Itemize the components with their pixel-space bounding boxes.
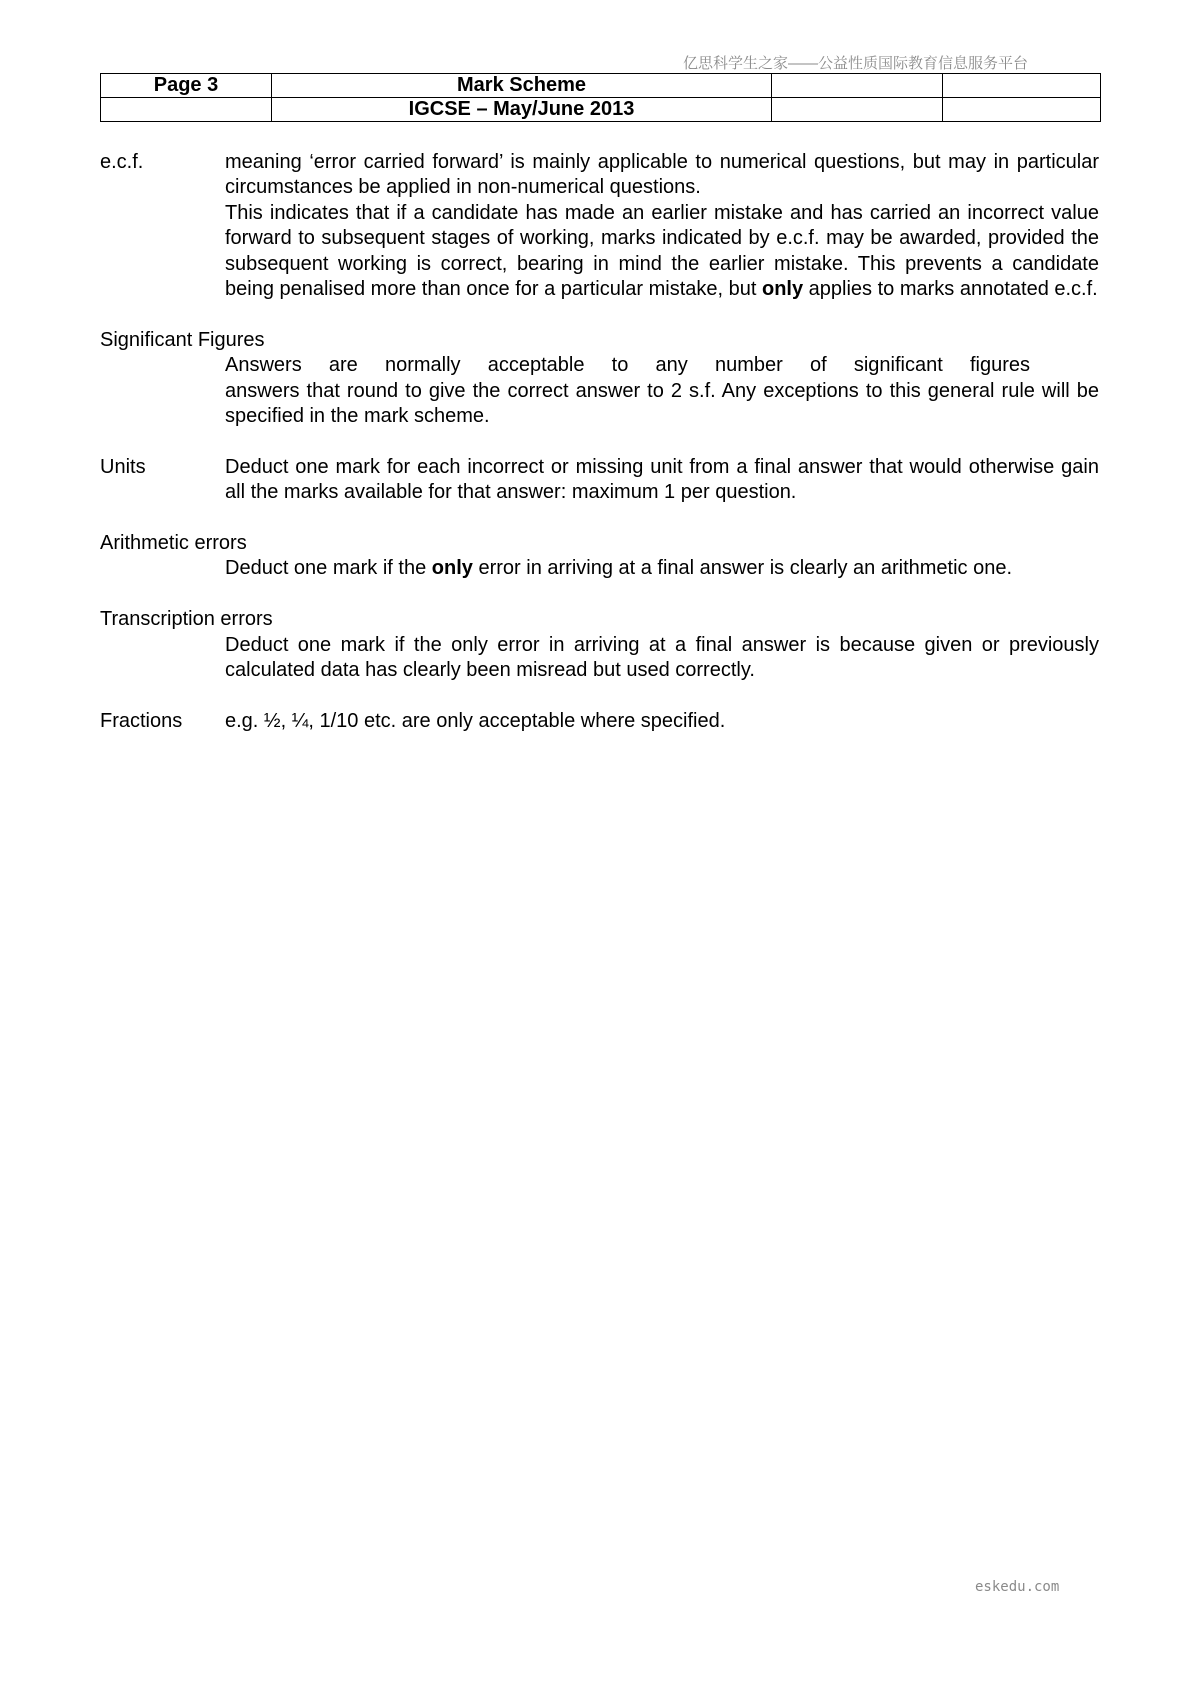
watermark-bottom: eskedu.com	[975, 1579, 1060, 1595]
ecf-text: This indicates that if a candidate has made an earlier mistake and has carried an incorrect value forward to subsequent stages of working, marks indicated by e.c.f. may be awarded, provided the subsequent working is correct, bearing in mind the earlier mistake. This prevents a candidate being penalised more than once for a particular mistake, but	[225, 201, 1099, 301]
ecf-paragraph-1: meaning ‘error carried forward’ is mainly applicable to numerical questions, but may in particular circumstances be applied in non-numerical questions.	[225, 151, 1099, 199]
arithmetic-text: error in arriving at a final answer is clearly an arithmetic one.	[472, 557, 1013, 580]
fractions-section	[100, 709, 1099, 734]
units-section	[100, 455, 1099, 506]
watermark-top: 亿思科学生之家——公益性质国际教育信息服务平台	[683, 55, 1029, 72]
ecf-section	[100, 150, 1099, 302]
ecf-description	[225, 150, 1099, 302]
header-cell-empty	[772, 98, 943, 122]
transcription-description: Deduct one mark if the only error in arriving at a final answer is because given or previously calculated data has clearly been misread but used correctly.	[225, 633, 1099, 682]
sig-figs-heading: Significant Figures	[100, 328, 265, 351]
header-cell-empty	[772, 74, 943, 98]
page-number: Page 3	[101, 74, 272, 98]
header-row-2	[101, 98, 1101, 122]
mark-scheme-notes	[100, 150, 1099, 734]
units-description: Deduct one mark for each incorrect or missing unit from a final answer that would otherwise gain all the marks available for that answer: maximum 1 per question.	[225, 455, 1099, 504]
sig-figs-section	[100, 328, 1099, 430]
sig-figs-line-2: answers that round to give the correct answer to 2 s.f. Any exceptions to this general rule will be specified in the mark scheme.	[225, 379, 1099, 428]
units-term: Units	[100, 455, 146, 478]
sig-figs-line-1: Answers are normally acceptable to any number of significant figures	[225, 354, 1030, 377]
ecf-emphasis: only	[761, 278, 804, 301]
arithmetic-heading: Arithmetic errors	[100, 532, 247, 555]
arithmetic-emphasis: only	[431, 557, 473, 580]
arithmetic-text: Deduct one mark if the	[225, 557, 432, 580]
header-cell-empty	[943, 74, 1101, 98]
ecf-paragraph-2	[225, 201, 1099, 303]
ecf-text: applies to marks annotated e.c.f.	[803, 278, 1098, 301]
arithmetic-section	[100, 531, 1099, 582]
fractions-description: e.g. ½, ¼, 1/10 etc. are only acceptable where specified.	[225, 709, 726, 732]
header-cell-empty	[101, 98, 272, 122]
arithmetic-description	[225, 556, 1099, 581]
header-row-1	[101, 74, 1101, 98]
transcription-section	[100, 607, 1099, 683]
ecf-term: e.c.f.	[100, 151, 144, 173]
exam-session: IGCSE – May/June 2013	[272, 98, 772, 122]
header-cell-empty	[943, 98, 1101, 122]
document-title: Mark Scheme	[272, 74, 772, 98]
header-table	[100, 73, 1101, 122]
transcription-heading: Transcription errors	[100, 608, 273, 631]
fractions-term: Fractions	[100, 709, 183, 732]
